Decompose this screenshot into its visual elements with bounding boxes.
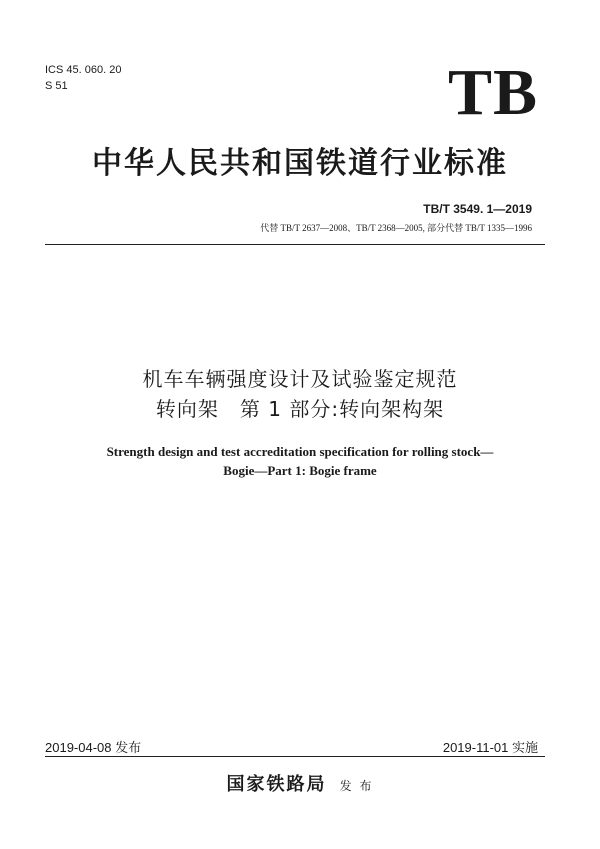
ics-classification	[45, 62, 121, 94]
cn-title-line1: 机车车辆强度设计及试验鉴定规范	[142, 367, 458, 391]
en-title-line1: Strength design and test accreditation specification for rolling stock—	[106, 444, 494, 459]
en-title-line2: Bogie—Part 1: Bogie frame	[223, 463, 377, 478]
release-date: 2019-04-08 发布	[45, 740, 142, 755]
category-code: S 51	[45, 80, 68, 92]
top-divider	[45, 244, 545, 245]
publisher-block	[0, 770, 600, 796]
publish-action: 发 布	[339, 779, 374, 793]
tb-logo: TB	[447, 56, 538, 129]
ics-code: ICS 45. 060. 20	[45, 64, 122, 76]
standard-title: 中华人民共和国铁道行业标准	[92, 146, 508, 181]
implement-date: 2019-11-01 实施	[442, 740, 538, 755]
replaces-note: 代替 TB/T 2637—2008、TB/T 2368—2005, 部分代替 TB/T 1335—1996	[260, 223, 532, 233]
publisher-name: 国家铁路局	[226, 774, 327, 795]
standard-code: TB/T 3549. 1—2019	[423, 202, 532, 216]
bottom-divider	[45, 756, 545, 757]
cn-title-line2: 转向架 第 1 部分:转向架构架	[155, 397, 445, 421]
